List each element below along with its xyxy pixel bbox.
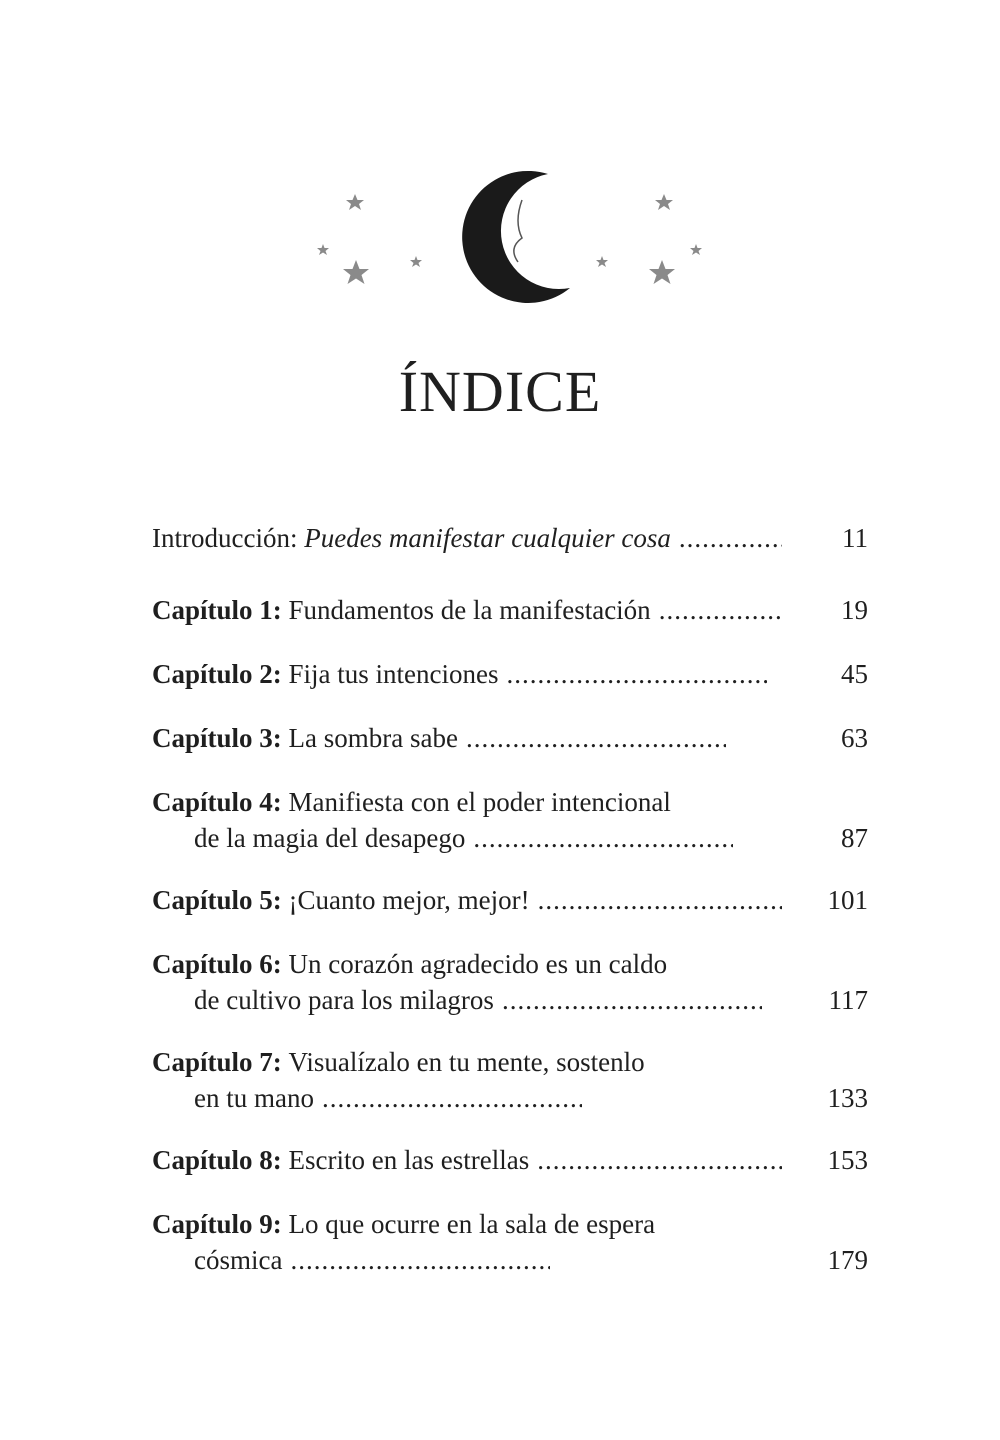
toc-page-number: 101 (827, 885, 868, 915)
toc-chapter-label: Capítulo 7: (152, 1047, 282, 1077)
toc-chapter-label: Capítulo 3: (152, 723, 282, 753)
toc-page-number: 153 (827, 1145, 868, 1175)
toc-chapter-title: Fundamentos de la manifestación (288, 595, 651, 625)
toc-chapter-title: La sombra sabe (288, 723, 458, 753)
toc-page-number: 87 (841, 823, 868, 853)
dot-leader (473, 820, 733, 856)
toc-chapter-title: Manifiesta con el poder intencional (288, 787, 671, 817)
toc-page-number: 179 (827, 1245, 868, 1275)
star-icon (649, 260, 675, 284)
toc-chapter-title-cont: de cultivo para los milagros (194, 985, 494, 1015)
crescent-moon-face-icon (462, 171, 570, 303)
toc-chapter-title-cont: cósmica (194, 1245, 283, 1275)
table-of-contents (152, 520, 868, 1304)
toc-entry-chapter-7 (152, 1044, 868, 1142)
toc-entry-chapter-1 (152, 592, 868, 656)
toc-page-number: 63 (841, 723, 868, 753)
toc-chapter-title: Visualízalo en tu mente, sostenlo (288, 1047, 645, 1077)
toc-entry-chapter-4 (152, 784, 868, 882)
dot-leader (322, 1080, 582, 1116)
toc-entry-chapter-6 (152, 946, 868, 1044)
toc-page-number: 19 (841, 595, 868, 625)
toc-chapter-title-cont: de la magia del desapego (194, 823, 466, 853)
dot-leader (679, 520, 782, 556)
toc-chapter-title: Fija tus intenciones (288, 659, 499, 689)
dot-leader (659, 592, 782, 628)
toc-entry-chapter-2 (152, 656, 868, 720)
star-icon (655, 194, 673, 210)
toc-chapter-label: Capítulo 1: (152, 595, 282, 625)
star-icon (596, 256, 608, 267)
toc-intro-label: Introducción: (152, 523, 298, 553)
toc-page-number: 117 (828, 985, 868, 1015)
toc-entry-intro (152, 520, 868, 584)
toc-intro-title: Puedes manifestar cualquier cosa (304, 523, 671, 553)
star-icon (343, 260, 369, 284)
dot-leader (466, 720, 726, 756)
toc-chapter-label: Capítulo 4: (152, 787, 282, 817)
toc-page-number: 45 (841, 659, 868, 689)
star-icon (317, 244, 329, 255)
toc-entry-chapter-8 (152, 1142, 868, 1206)
toc-page-number: 133 (827, 1083, 868, 1113)
toc-chapter-title: ¡Cuanto mejor, mejor! (288, 885, 530, 915)
toc-entry-chapter-3 (152, 720, 868, 784)
star-icon (690, 244, 702, 255)
moon-and-stars-emblem (300, 160, 720, 310)
toc-chapter-title-cont: en tu mano (194, 1083, 314, 1113)
star-icon (410, 256, 422, 267)
toc-chapter-title: Un corazón agradecido es un caldo (288, 949, 668, 979)
page-title: ÍNDICE (398, 359, 602, 424)
toc-chapter-label: Capítulo 2: (152, 659, 282, 689)
toc-entry-chapter-9 (152, 1206, 868, 1304)
toc-chapter-label: Capítulo 9: (152, 1209, 282, 1239)
toc-chapter-title: Lo que ocurre en la sala de espera (288, 1209, 656, 1239)
toc-chapter-label: Capítulo 8: (152, 1145, 282, 1175)
toc-chapter-label: Capítulo 6: (152, 949, 282, 979)
toc-chapter-label: Capítulo 5: (152, 885, 282, 915)
dot-leader (290, 1242, 550, 1278)
dot-leader (537, 1142, 782, 1178)
toc-entry-chapter-5 (152, 882, 868, 946)
dot-leader (507, 656, 767, 692)
toc-page-number: 11 (842, 523, 868, 553)
star-icon (346, 194, 364, 210)
dot-leader (538, 882, 782, 918)
toc-chapter-title: Escrito en las estrellas (288, 1145, 530, 1175)
dot-leader (502, 982, 762, 1018)
